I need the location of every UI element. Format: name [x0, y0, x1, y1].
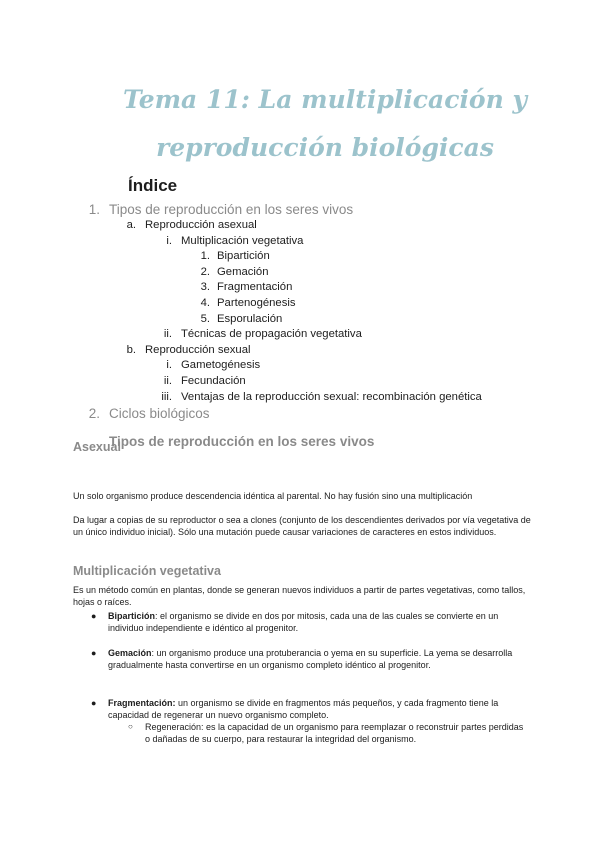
toc-item: [0, 265, 600, 281]
bullet-separator: :: [155, 611, 158, 621]
bullet-term: Fragmentación:: [108, 698, 176, 708]
bullet-dot-icon: ●: [91, 698, 97, 708]
bullet-text: el organismo se divide en dos por mitosis, cada una de las cuales se convierte en un individuo independiente e idéntico al progenitor.: [108, 611, 499, 633]
list-item: [0, 610, 528, 634]
table-of-contents: [0, 201, 600, 422]
toc-item: [0, 374, 600, 390]
index-heading: Índice: [128, 176, 178, 195]
toc-item: [0, 405, 600, 422]
toc-item-text: Fragmentación: [217, 281, 293, 294]
vegetativa-intro: Es un método común en plantas, donde se generan nuevos individuos a partir de partes vegetativas, como tallos, hojas o raíces.: [73, 585, 526, 607]
asexual-heading: Asexual: [73, 440, 121, 454]
vegetativa-bullet-list: [0, 647, 600, 671]
toc-item: [0, 327, 600, 343]
bullet-dot-icon: ●: [91, 648, 97, 658]
toc-item-text: Bipartición: [217, 250, 270, 263]
toc-item-text: Reproducción sexual: [145, 343, 251, 356]
sub-bullet-list: [108, 721, 528, 745]
asexual-paragraph-1: Un solo organismo produce descendencia idéntica al parental. No hay fusión sino una multiplicación: [73, 491, 473, 501]
toc-item: [0, 296, 600, 312]
toc-item: [0, 343, 600, 359]
sub-bullet-text: Regeneración: es la capacidad de un organismo para reemplazar o reconstruir partes perdidas o dañadas de su cuerpo, para restaurar la integridad del organismo.: [145, 722, 524, 744]
asexual-paragraph-2: Da lugar a copias de su reproductor o sea a clones (conjunto de los descendientes derivados por vía vegetativa de un único individuo inicial). Sólo una mutación puede causar variaciones de caracteres en estos individuos.: [73, 515, 531, 537]
toc-item: [0, 249, 600, 265]
toc-marker: 2.: [200, 265, 210, 278]
bullet-text: un organismo produce una protuberancia o yema en su superficie. La yema se desarrolla gradualmente hasta convertirse en un organismo completo idéntico al progenitor.: [108, 648, 513, 670]
toc-marker: 2.: [88, 406, 100, 422]
page-title: Tema 11: La multiplicación y reproducción biológicas: [122, 85, 528, 162]
toc-item: [0, 218, 600, 234]
toc-marker: b.: [126, 343, 136, 356]
toc-marker: iii.: [161, 390, 172, 403]
hollow-bullet-icon: ○: [128, 722, 133, 731]
toc-item-text: Reproducción asexual: [145, 219, 257, 231]
list-item: [108, 721, 528, 745]
toc-item-text: Fecundación: [181, 374, 246, 387]
bullet-dot-icon: ●: [91, 611, 97, 621]
bullet-text: un organismo se divide en fragmentos más pequeños, y cada fragmento tiene la capacidad de regenerar un nuevo organismo completo.: [108, 698, 499, 720]
bullet-separator: :: [151, 648, 155, 658]
toc-item-text: Partenogénesis: [217, 296, 296, 309]
toc-marker: 1.: [88, 202, 100, 217]
toc-item: [0, 234, 600, 250]
vegetativa-bullet-list: [0, 697, 600, 745]
toc-item-text: Esporulación: [217, 312, 283, 325]
section-heading: Tipos de reproducción en los seres vivos: [109, 434, 375, 449]
vegetativa-bullet-list: [0, 610, 600, 634]
toc-item-text: Tipos de reproducción en los seres vivos: [109, 202, 354, 217]
list-item: [0, 697, 528, 745]
bullet-term: Gemación: [108, 648, 152, 658]
toc-item: [0, 390, 600, 406]
toc-marker: 3.: [200, 281, 210, 294]
vegetativa-heading: Multiplicación vegetativa: [73, 564, 221, 578]
toc-marker: i.: [166, 234, 172, 247]
bullet-term: Bipartición: [108, 611, 156, 621]
toc-marker: a.: [126, 219, 136, 231]
toc-item: [0, 280, 600, 296]
list-item: [0, 647, 528, 671]
toc-item-text: Multiplicación vegetativa: [181, 234, 304, 247]
toc-marker: 4.: [200, 296, 210, 309]
toc-marker: i.: [166, 359, 172, 372]
toc-item: [0, 201, 600, 218]
toc-item-text: Ventajas de la reproducción sexual: recombinación genética: [181, 390, 482, 403]
toc-marker: ii.: [163, 374, 172, 387]
toc-item-text: Gametogénesis: [181, 359, 261, 372]
toc-item: [0, 358, 600, 374]
toc-item-text: Gemación: [217, 265, 269, 278]
toc-item: [0, 312, 600, 328]
toc-item-text: Técnicas de propagación vegetativa: [181, 328, 362, 341]
toc-item-text: Ciclos biológicos: [109, 406, 210, 422]
toc-marker: ii.: [163, 328, 172, 341]
toc-marker: 5.: [200, 312, 210, 325]
toc-marker: 1.: [200, 250, 210, 263]
